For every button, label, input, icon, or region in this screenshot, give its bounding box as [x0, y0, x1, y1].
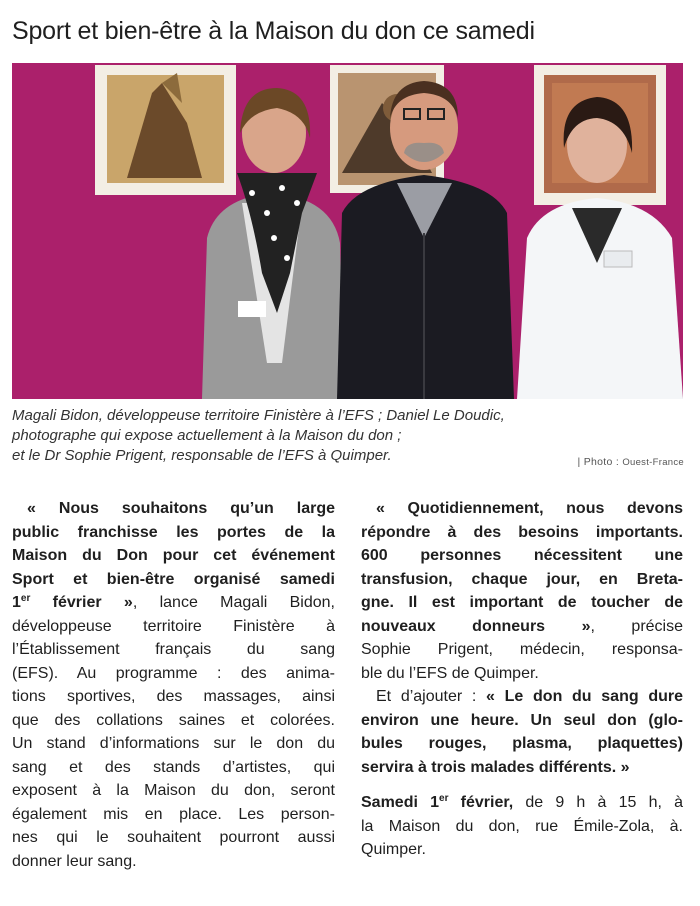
body-line: tions sportives, des massages, ainsi	[12, 688, 335, 705]
caption-line: et le Dr Sophie Prigent, responsable de l’EFS à Quimper.	[12, 447, 392, 464]
body-line: Sport et bien-être organisé samedi	[12, 570, 335, 588]
body-line: nes qui le souhaitent pourront aussi	[12, 829, 335, 846]
article-column-left	[12, 497, 335, 873]
photo-caption	[12, 406, 572, 466]
article-headline: Sport et bien-être à la Maison du don ce samedi	[12, 17, 535, 45]
body-line: répondre à des besoins importants.	[361, 523, 683, 541]
body-line: sang et des stands d’artistes, qui	[12, 758, 335, 776]
body-line: gne. Il est important de toucher de	[361, 594, 683, 611]
body-line: 1er février », lance Magali Bidon,	[12, 593, 335, 611]
article-photo	[12, 63, 683, 399]
article-column-right	[361, 497, 683, 862]
event-info-line: Quimper.	[361, 841, 426, 858]
framed-painting-left	[95, 65, 236, 195]
body-line: nouveaux donneurs », précise	[361, 617, 684, 635]
body-line: Maison du Don pour cet événement	[12, 547, 335, 564]
event-info-line: la Maison du don, rue Émile-Zola, à.	[361, 817, 683, 835]
body-line: 600 personnes nécessitent une	[361, 547, 683, 564]
body-line: transfusion, chaque jour, en Breta-	[361, 570, 683, 588]
body-line: Sophie Prigent, médecin, responsa-	[361, 641, 683, 658]
caption-line: photographe qui expose actuellement à la Maison du don ;	[12, 427, 402, 444]
body-line: Et d’ajouter : « Le don du sang dure	[376, 688, 683, 705]
body-line: bules rouges, plasma, plaquettes)	[361, 735, 683, 752]
body-line: également mis en place. Les person-	[12, 805, 335, 823]
body-line: que des collations saines et colorées.	[12, 711, 335, 729]
body-line: l’Établissement français du sang	[12, 641, 335, 658]
body-line: « Nous souhaitons qu’un large	[27, 500, 335, 517]
body-line: environ une heure. Un seul don (glo-	[361, 711, 683, 729]
photo-credit-prefix: | Photo :	[577, 456, 623, 468]
body-line: ble du l’EFS de Quimper.	[361, 664, 539, 682]
paragraph-gap	[361, 779, 683, 791]
event-info-line: Samedi 1er février, de 9 h à 15 h, à	[361, 793, 684, 811]
caption-line: Magali Bidon, développeuse territoire Finistère à l’EFS ; Daniel Le Doudic,	[12, 407, 505, 424]
body-line: développeuse territoire Finistère à	[12, 617, 335, 635]
body-line: exposent à la Maison du don, seront	[12, 782, 335, 799]
body-line: (EFS). Au programme : des anima-	[12, 664, 335, 682]
photo-credit-source: Ouest-France	[622, 457, 684, 468]
body-line: public franchisse les portes de la	[12, 523, 335, 541]
body-line: donner leur sang.	[12, 852, 137, 870]
photo-credit	[577, 456, 684, 468]
body-line: servira à trois malades différents. »	[361, 758, 630, 776]
body-line: « Quotidiennement, nous devons	[376, 500, 683, 517]
body-line: Un stand d’informations sur le don du	[12, 735, 335, 752]
